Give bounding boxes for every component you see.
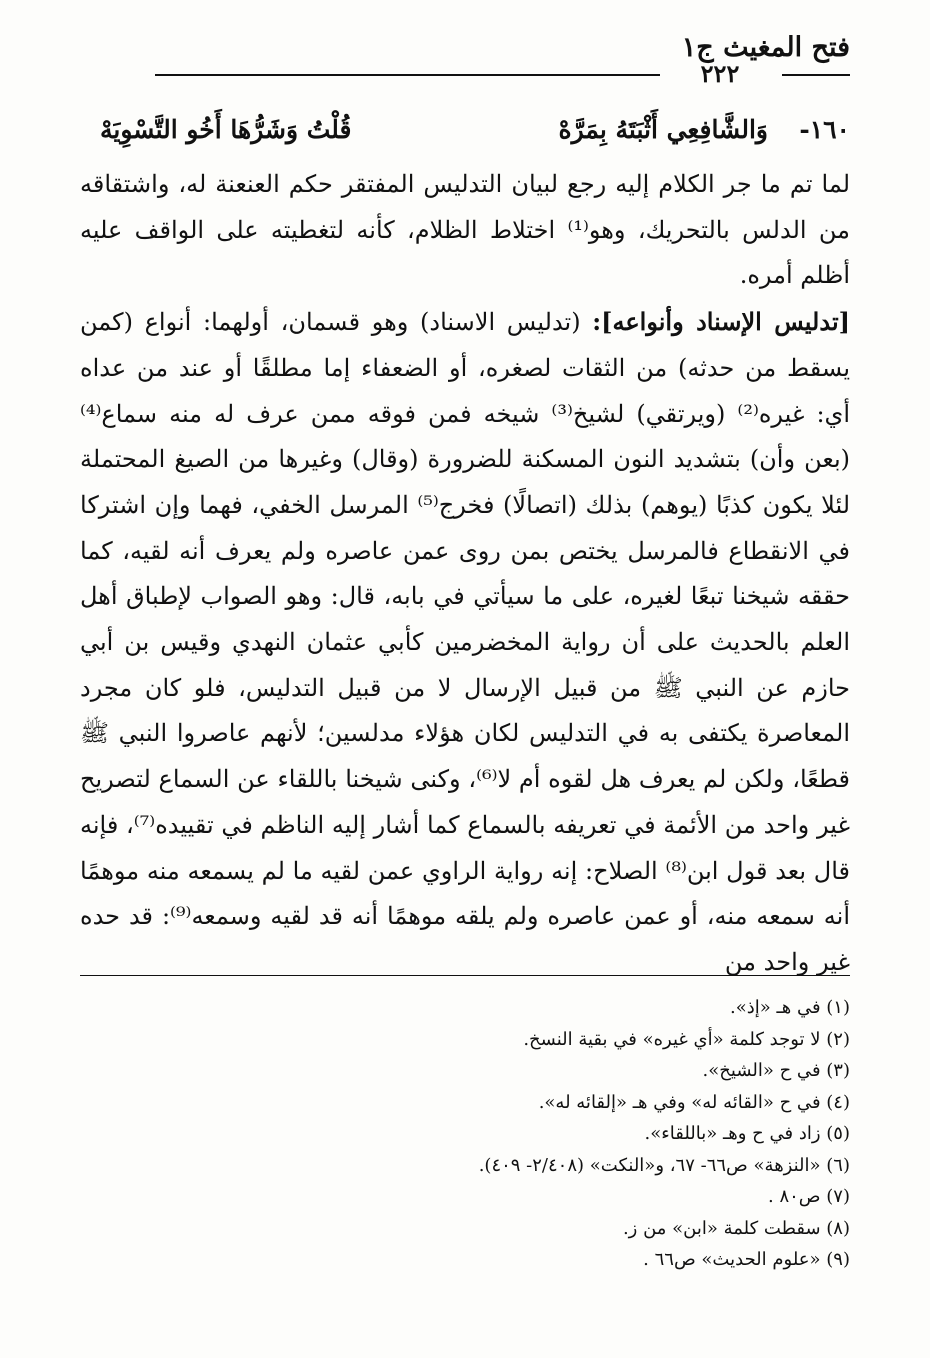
- header-rule-right: [782, 74, 850, 76]
- paragraph-isnad-text: (تدليس الاسناد) وهو قسمان، أولهما: أنواع (كمن يسقط من حدثه) من الثقات لصغره، أو الضعفاء إما مطلقًا أو عند من عداه أي: غيره⁽²⁾ (ويرتقي) لشيخ⁽³⁾ شيخه فمن فوقه ممن عرف له منه سماع⁽⁴⁾ (بعن وأن) بتشديد النون المسكنة للضرورة (وقال) وغيرها من الصيغ المحتملة لئلا يكون كذبًا (يوهم) بذلك (اتصالًا) فخرج⁽⁵⁾ المرسل الخفي، فهما وإن اشتركا في الانقطاع فالمرسل يختص بمن روى عمن عاصره ولم يعرف أنه لقيه، كما حققه شيخنا تبعًا لغيره، على ما سيأتي في بابه، قال: وهو الصواب لإطباق أهل العلم بالحديث على أن رواية المخضرمين كأبي عثمان النهدي وقيس بن أبي حازم عن النبي ﷺ من قبيل الإرسال لا من قبيل التدليس، فلو كان مجرد المعاصرة يكتفى به في التدليس لكان هؤلاء مدلسين؛ لأنهم عاصروا النبي ﷺ قطعًا، ولكن لم يعرف هل لقوه أم لا⁽⁶⁾، وكنى شيخنا باللقاء عن السماع لتصريح غير واحد من الأئمة في تعريفه بالسماع كما أشار إليه الناظم في تقييده⁽⁷⁾، فإنه قال بعد قول ابن⁽⁸⁾ الصلاح: إنه رواية الراوي عمن لقيه ما لم يسمعه منه موهمًا أنه سمعه منه، أو عمن عاصره ولم يلقه موهمًا أنه قد لقيه وسمعه⁽⁹⁾: قد حده غير واحد من: [80, 308, 851, 976]
- footnote-4: (٤) في ح «القائه له» وفي هـ «إلقائه له».: [538, 1091, 850, 1113]
- footnote-7: (٧) ص٨٠ .: [767, 1186, 850, 1207]
- paragraph-etymology: لما تم ما جر الكلام إليه رجع لبيان التدليس المفتقر حكم العنعنة له، واشتقاقه من الدلس بالتحريك، وهو⁽¹⁾ اختلاط الظلام، كأنه لتغطيته على الواقف عليه أظلم أمره.: [80, 170, 850, 290]
- running-header-title: فتح المغيث ج١: [681, 32, 850, 63]
- footnote-5: (٥) زاد في ح وهـ «باللقاء».: [644, 1123, 850, 1144]
- verse-second-hemistich: قُلْتُ وَشَرُّهَا أَخُو التَّسْوِيَهْ: [100, 115, 352, 144]
- main-text: [80, 162, 850, 986]
- verse-first-hemistich: وَالشَّافِعِي أَثْبَتَهُ بِمَرَّهْ: [558, 115, 768, 144]
- header-rule-left: [155, 74, 660, 76]
- footnote-2: (٢) لا توجد كلمة «أي غيره» في بقية النسخ.: [523, 1028, 850, 1050]
- footnote-3: (٣) في ح «الشيخ».: [702, 1060, 850, 1081]
- footnote-1: (١) في هـ «إذ».: [729, 997, 850, 1018]
- page-number: ٢٢٢: [700, 59, 740, 88]
- footnotes: [80, 992, 850, 1276]
- section-heading: [تدليس الإسناد وأنواعه]:: [592, 307, 850, 337]
- paragraph-isnad-tadlis: [80, 299, 850, 986]
- footnote-separator: [80, 975, 850, 976]
- verse-number: ١٦٠-: [799, 115, 850, 144]
- footnote-8: (٨) سقطت كلمة «ابن» من ز.: [622, 1217, 850, 1239]
- verse-line: [100, 108, 850, 152]
- footnote-9: (٩) «علوم الحديث» ص٦٦ .: [643, 1249, 850, 1270]
- footnote-6: (٦) «النزهة» ص٦٦- ٦٧، و«النكت» (٢/٤٠٨- ٤٠٩).: [478, 1154, 850, 1176]
